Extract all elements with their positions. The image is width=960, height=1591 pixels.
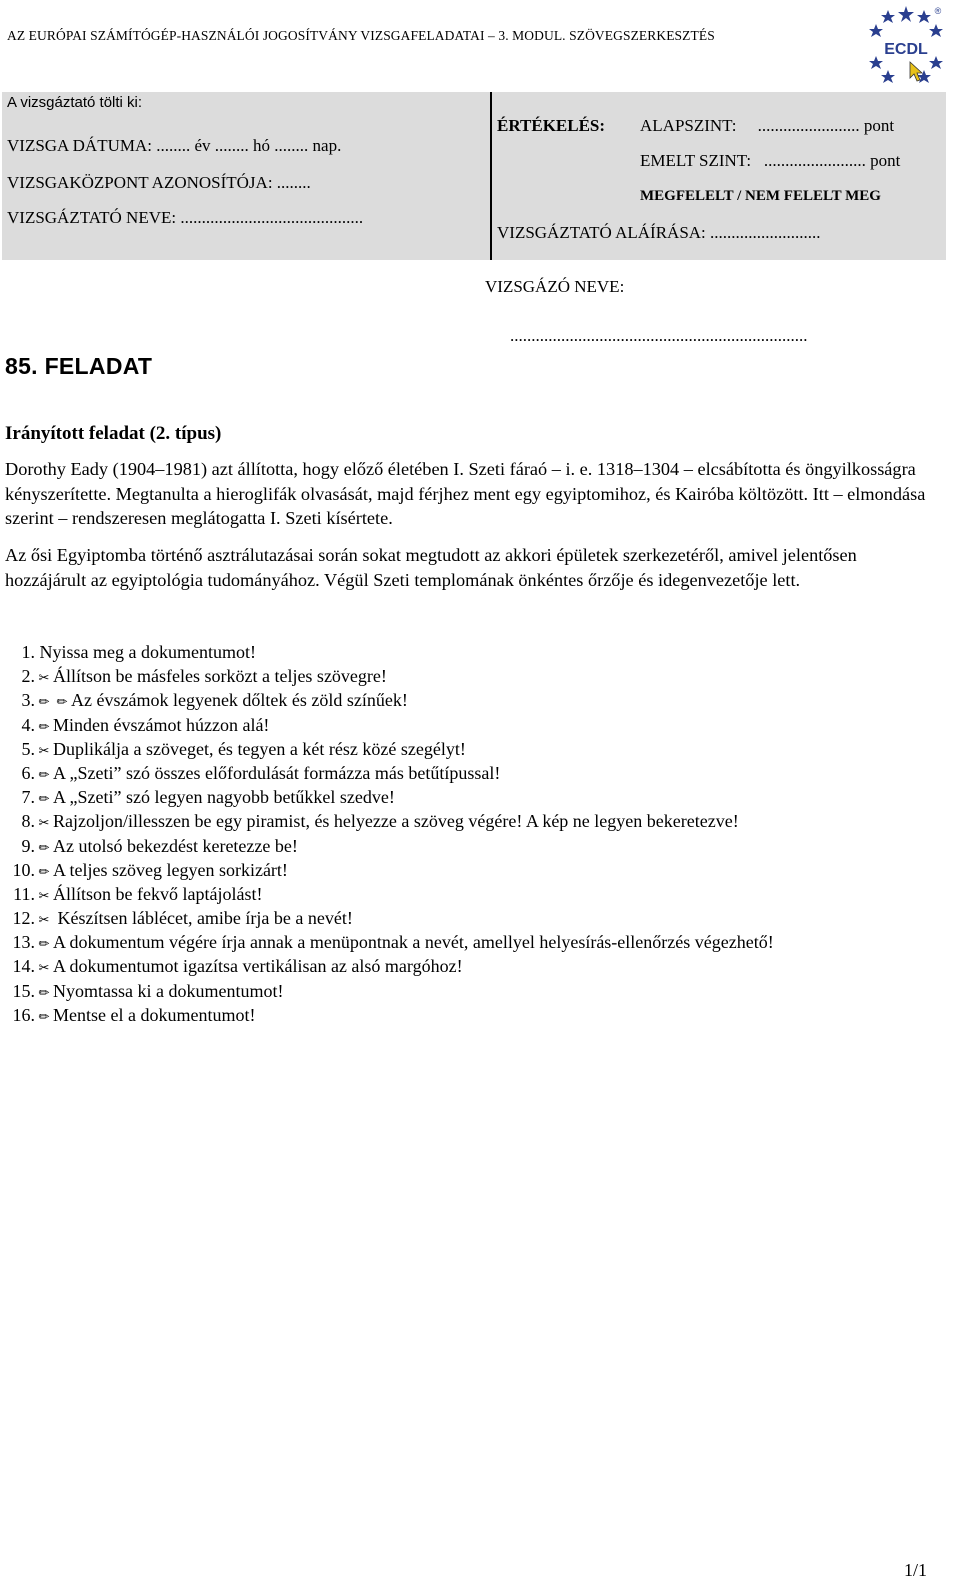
pencil-icon: ✏ xyxy=(38,864,50,880)
list-item: 3. ✏ ✏ Az évszámok legyenek dőltek és zöld színűek! xyxy=(5,688,774,712)
scissors-icon: ✂ xyxy=(38,743,50,759)
scissors-icon: ✂ xyxy=(38,816,50,832)
list-item: 13. ✏ A dokumentum végére írja annak a menüpontnak a nevét, amellyel helyesírás-ellenőrzés végezhető! xyxy=(5,930,774,954)
task-paragraph-1: Dorothy Eady (1904–1981) azt állította, hogy előző életében I. Szeti fáraó – i. e. 1318–1304 – elcsábította és öngyilkosságra kényszerítette. Megtanulta a hieroglifák olvasását, majd férjhez ment egy egyiptomihoz, és Kairóba költözött. Itt – elmondása szerint – rendszeresen meglátogatta I. Szeti kísértete. xyxy=(5,459,926,528)
exam-center-id-field: VIZSGAKÖZPONT AZONOSÍTÓJA: ........ xyxy=(7,173,311,192)
list-item: 11. ✂ Állítson be fekvő laptájolást! xyxy=(5,882,774,906)
list-item: 8. ✂ Rajzoljon/illesszen be egy piramist, és helyezze a szöveg végére! A kép ne legyen bekeretezve! xyxy=(5,809,774,833)
candidate-name-label: VIZSGÁZÓ NEVE: xyxy=(485,277,625,296)
scissors-icon: ✂ xyxy=(38,671,50,687)
basic-level-score: ALAPSZINT: ........................ pont xyxy=(640,116,895,135)
list-item: 15. ✏ Nyomtassa ki a dokumentumot! xyxy=(5,979,774,1003)
scissors-icon: ✂ xyxy=(38,888,50,904)
logo-text: ECDL xyxy=(884,41,928,58)
page-header-title: AZ EURÓPAI SZÁMÍTÓGÉP-HASZNÁLÓI JOGOSÍTVÁNY VIZSGAFELADATAI – 3. MODUL. SZÖVEGSZERKESZTÉS xyxy=(7,28,715,43)
box-divider xyxy=(490,92,492,260)
task-subtitle: Irányított feladat (2. típus) xyxy=(5,423,222,444)
list-item: 6. ✏ A „Szeti” szó összes előfordulását formázza más betűtípussal! xyxy=(5,761,774,785)
list-item: 4. ✏ Minden évszámot húzzon alá! xyxy=(5,713,774,737)
scissors-icon: ✂ xyxy=(38,961,50,977)
scissors-icon: ✂ xyxy=(38,913,50,929)
cursor-icon xyxy=(910,62,922,81)
pencil-icon: ✏ xyxy=(38,695,50,711)
pencil-icon: ✏ xyxy=(38,985,50,1001)
task-paragraph-2: Az ősi Egyiptomba történő asztrálutazásai során sokat megtudott az akkori épületek szerkezetéről, amivel jelentősen hozzájárult az egyiptológia tudományához. Végül Szeti templomának önkéntes őrzője és idegenvezetője lett. xyxy=(5,545,857,590)
list-item: 12. ✂ Készítsen láblécet, amibe írja be a nevét! xyxy=(5,906,774,930)
pencil-icon: ✏ xyxy=(56,695,68,711)
exam-date-field: VIZSGA DÁTUMA: ........ év ........ hó ........ nap. xyxy=(7,136,342,155)
examiner-name-field: VIZSGÁZTATÓ NEVE: ........................................... xyxy=(7,208,364,227)
advanced-level-score: EMELT SZINT: ........................ pont xyxy=(640,151,901,170)
pencil-icon: ✏ xyxy=(38,719,50,735)
task-title: 85. FELADAT xyxy=(5,353,153,379)
ecdl-logo xyxy=(868,4,944,84)
pencil-icon: ✏ xyxy=(38,767,50,783)
candidate-name-line: ...................................................................... xyxy=(510,326,808,345)
list-item: 2. ✂ Állítson be másfeles sorközt a teljes szövegre! xyxy=(5,664,774,688)
task-steps-list xyxy=(5,640,774,1027)
list-item: 10. ✏ A teljes szöveg legyen sorkizárt! xyxy=(5,858,774,882)
pass-fail-label: MEGFELELT / NEM FELELT MEG xyxy=(640,188,881,204)
pencil-icon: ✏ xyxy=(38,937,50,953)
list-item: 14. ✂ A dokumentumot igazítsa vertikálisan az alsó margóhoz! xyxy=(5,954,774,978)
examiner-fills-label: A vizsgáztató tölti ki: xyxy=(7,94,143,111)
list-item: 7. ✏ A „Szeti” szó legyen nagyobb betűkkel szedve! xyxy=(5,785,774,809)
list-item: 1. Nyissa meg a dokumentumot! xyxy=(21,642,256,662)
list-item: 16. ✏ Mentse el a dokumentumot! xyxy=(5,1003,774,1027)
pencil-icon: ✏ xyxy=(38,792,50,808)
pencil-icon: ✏ xyxy=(38,840,50,856)
pencil-icon: ✏ xyxy=(38,1009,50,1025)
list-item: 9. ✏ Az utolsó bekezdést keretezze be! xyxy=(5,834,774,858)
list-item: 5. ✂ Duplikálja a szöveget, és tegyen a két rész közé szegélyt! xyxy=(5,737,774,761)
evaluation-label: ÉRTÉKELÉS: xyxy=(497,116,606,135)
logo-registered-mark: ® xyxy=(934,6,942,16)
examiner-signature-field: VIZSGÁZTATÓ ALÁÍRÁSA: .......................... xyxy=(497,223,821,242)
page-number: 1/1 xyxy=(904,1560,928,1580)
